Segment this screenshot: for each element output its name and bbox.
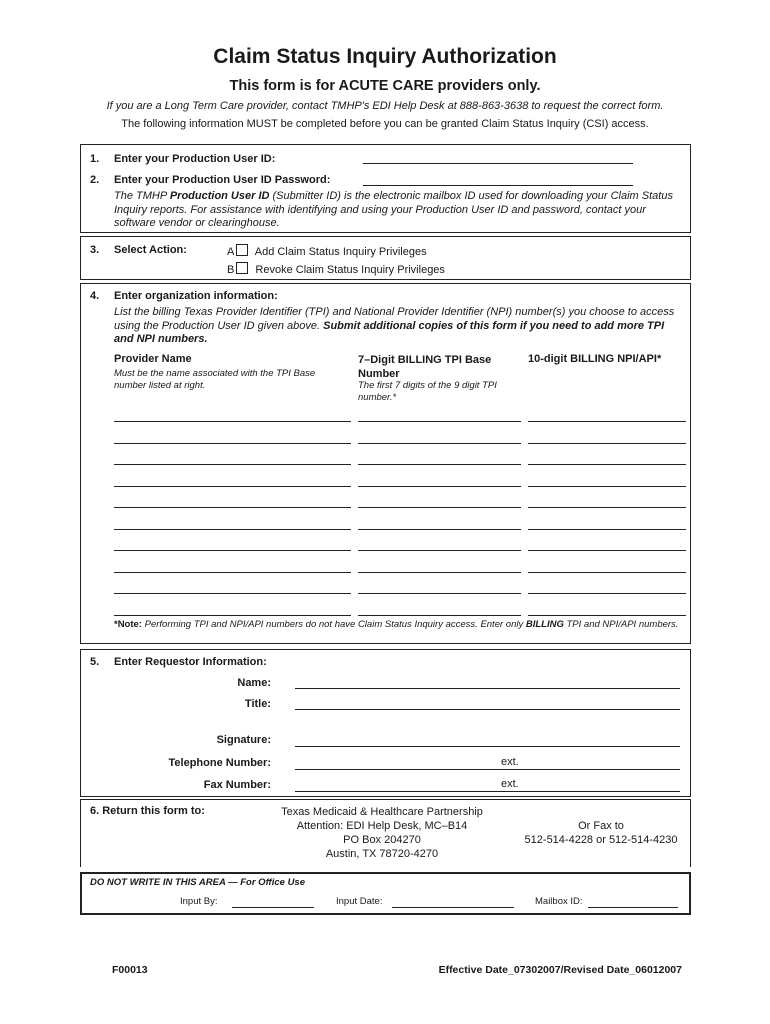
input-by-label: Input By: <box>180 896 218 907</box>
npi-field[interactable] <box>528 572 686 573</box>
note-label: *Note: <box>114 619 142 630</box>
note-text-d: TPI and NPI/API numbers. <box>563 619 679 630</box>
npi-field[interactable] <box>528 615 686 616</box>
signature-field[interactable] <box>295 746 680 747</box>
item1-number: 1. <box>90 153 100 165</box>
npi-field[interactable] <box>528 486 686 487</box>
tpi-base-field[interactable] <box>358 507 521 508</box>
item3-number: 3. <box>90 244 100 256</box>
signature-label: Signature: <box>216 734 271 746</box>
effective-date: Effective Date_07302007/Revised Date_06012007 <box>438 964 682 976</box>
provider-name-field[interactable] <box>114 572 351 573</box>
tpi-base-field[interactable] <box>358 593 521 594</box>
input-date-label: Input Date: <box>336 896 383 907</box>
address-line-3: PO Box 204270 <box>343 834 421 846</box>
input-date-field <box>392 907 514 908</box>
item5-number: 5. <box>90 656 100 668</box>
name-label: Name: <box>237 677 271 689</box>
npi-field[interactable] <box>528 550 686 551</box>
npi-field[interactable] <box>528 507 686 508</box>
para-text-c: (Submitter ID) is the electronic mailbox ID used for downloading your Claim Status Inquiry reports. For assistance with identifying and using your Production User ID and password, contact your software vendor or clearinghouse. <box>114 190 673 229</box>
col-npi-header: 10-digit BILLING NPI/API* <box>528 353 662 365</box>
option-b-letter: B <box>227 264 235 276</box>
section-return <box>80 799 691 867</box>
ltc-note: If you are a Long Term Care provider, contact TMHP's EDI Help Desk at 888-863-3638 to request the correct form. <box>106 100 664 112</box>
office-use-area <box>80 872 691 915</box>
col-provider-name-header: Provider Name <box>114 353 192 365</box>
section-requestor <box>80 649 691 797</box>
form-number: F00013 <box>112 964 148 976</box>
input-by-field <box>232 907 314 908</box>
tpi-base-field[interactable] <box>358 421 521 422</box>
col-tpi-note: The first 7 digits of the 9 digit TPI number.* <box>358 380 497 403</box>
tpi-base-field[interactable] <box>358 443 521 444</box>
section-user-id <box>80 144 691 233</box>
fax-label: Fax Number: <box>203 779 271 791</box>
telephone-ext-label: ext. <box>501 756 519 768</box>
option-add[interactable] <box>227 244 427 258</box>
item2-number: 2. <box>90 174 100 186</box>
provider-name-field[interactable] <box>114 443 351 444</box>
provider-name-field[interactable] <box>114 507 351 508</box>
must-note: The following information MUST be completed before you can be granted Claim Status Inquiry (CSI) access. <box>121 118 649 130</box>
item4-label: Enter organization information: <box>114 290 278 302</box>
tpi-base-field[interactable] <box>358 486 521 487</box>
provider-name-field[interactable] <box>114 615 351 616</box>
npi-field[interactable] <box>528 464 686 465</box>
section-select-action <box>80 236 691 280</box>
fax-ext-label: ext. <box>501 778 519 790</box>
provider-name-field[interactable] <box>114 421 351 422</box>
npi-field[interactable] <box>528 443 686 444</box>
section-organization <box>80 283 691 644</box>
option-a-letter: A <box>227 246 235 258</box>
address-line-1: Texas Medicaid & Healthcare Partnership <box>281 806 483 818</box>
org-para-a: List the billing Texas Provider Identifier (TPI) and National Provider Identifier (NPI) number(s) you choose to access using the Production User ID given above. <box>114 306 675 332</box>
organization-instructions <box>114 306 679 347</box>
mailbox-id-label: Mailbox ID: <box>535 896 583 907</box>
production-user-id-field[interactable] <box>363 163 633 164</box>
return-label: 6. Return this form to: <box>90 805 205 817</box>
para-text-a: The TMHP <box>114 190 170 202</box>
user-id-explanation <box>114 190 679 231</box>
tpi-base-field[interactable] <box>358 529 521 530</box>
item4-number: 4. <box>90 290 100 302</box>
tpi-base-field[interactable] <box>358 615 521 616</box>
tpi-base-field[interactable] <box>358 572 521 573</box>
item5-label: Enter Requestor Information: <box>114 656 267 668</box>
name-field[interactable] <box>295 688 680 689</box>
fax-to-label: Or Fax to <box>578 820 624 832</box>
item3-label: Select Action: <box>114 244 187 256</box>
npi-field[interactable] <box>528 593 686 594</box>
provider-name-field[interactable] <box>114 464 351 465</box>
office-use-header: DO NOT WRITE IN THIS AREA — For Office Use <box>90 877 305 888</box>
npi-field[interactable] <box>528 529 686 530</box>
para-text-b: Production User ID <box>169 190 270 202</box>
mailbox-id-field <box>588 907 678 908</box>
option-revoke[interactable] <box>227 262 445 276</box>
address-line-2: Attention: EDI Help Desk, MC–B14 <box>296 820 468 832</box>
npi-field[interactable] <box>528 421 686 422</box>
return-address <box>257 805 507 861</box>
col-provider-name-note: Must be the name associated with the TPI Base number listed at right. <box>114 368 316 391</box>
tpi-base-field[interactable] <box>358 464 521 465</box>
org-para-b: Submit additional copies of this form if you need to add more TPI and NPI numbers. <box>114 319 665 345</box>
production-password-field[interactable] <box>363 185 633 186</box>
add-checkbox[interactable] <box>236 244 248 256</box>
provider-name-field[interactable] <box>114 529 351 530</box>
note-text-b: Performing TPI and NPI/API numbers do not have Claim Status Inquiry access. Enter only <box>141 619 526 630</box>
address-line-4: Austin, TX 78720-4270 <box>325 848 439 860</box>
fax-to-block <box>513 819 689 847</box>
item1-label: Enter your Production User ID: <box>114 153 276 165</box>
item2-label: Enter your Production User ID Password: <box>114 174 331 186</box>
col-tpi-header: 7–Digit BILLING TPI Base Number <box>358 354 492 380</box>
title-label: Title: <box>244 698 271 710</box>
form-title: Claim Status Inquiry Authorization <box>213 45 557 68</box>
provider-name-field[interactable] <box>114 593 351 594</box>
form-subtitle: This form is for ACUTE CARE providers only. <box>229 78 541 94</box>
telephone-label: Telephone Number: <box>168 757 271 769</box>
revoke-checkbox[interactable] <box>236 262 248 274</box>
provider-name-field[interactable] <box>114 550 351 551</box>
telephone-field[interactable] <box>295 769 680 770</box>
note-text-c: BILLING <box>525 619 564 630</box>
fax-field[interactable] <box>295 791 680 792</box>
billing-note <box>114 619 684 631</box>
title-field[interactable] <box>295 709 680 710</box>
option-a-label: Add Claim Status Inquiry Privileges <box>254 246 427 258</box>
option-b-label: Revoke Claim Status Inquiry Privileges <box>255 264 445 276</box>
fax-numbers: 512-514-4228 or 512-514-4230 <box>524 834 678 846</box>
provider-name-field[interactable] <box>114 486 351 487</box>
tpi-base-field[interactable] <box>358 550 521 551</box>
